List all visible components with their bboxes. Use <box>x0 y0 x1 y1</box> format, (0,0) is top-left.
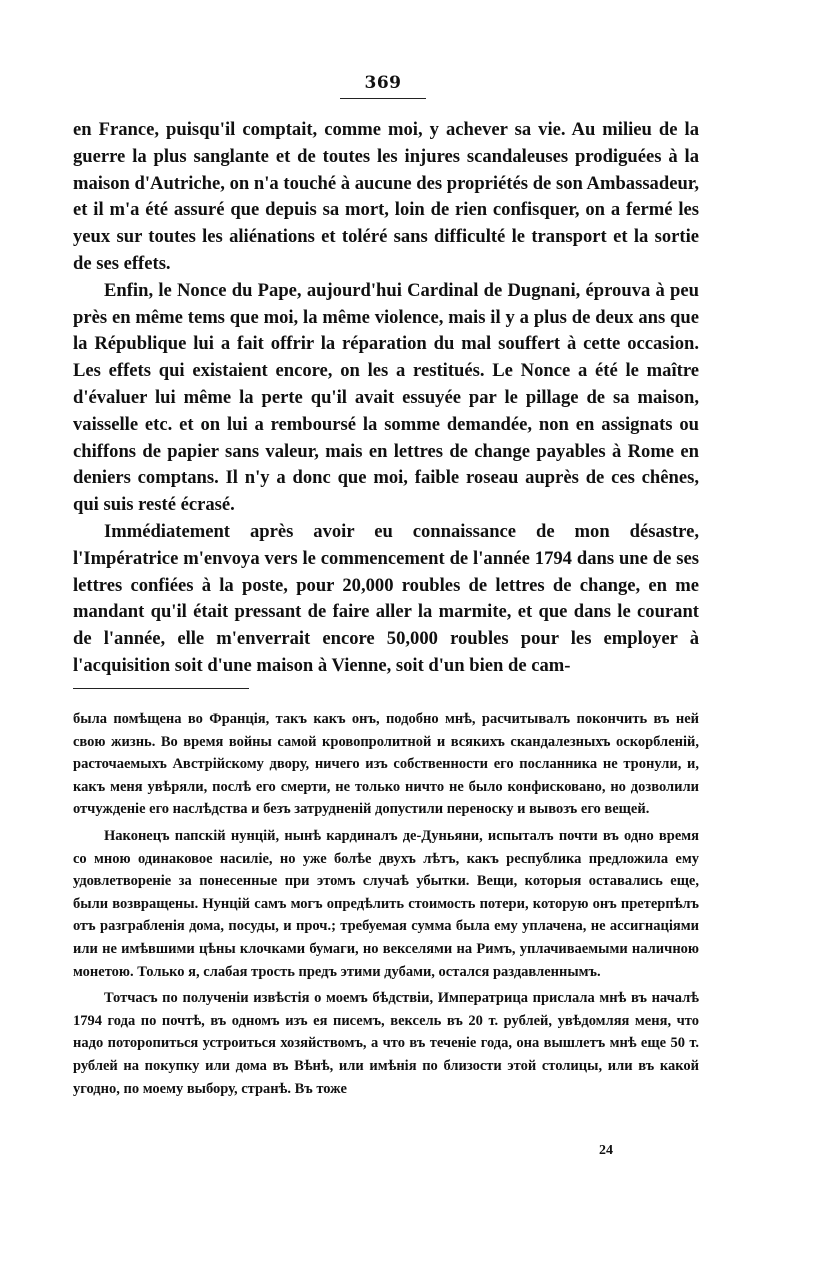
main-paragraph: Enfin, le Nonce du Pape, aujourd'hui Cardinal de Dugnani, éprouva à peu près en même tems que moi, la même violence, mais il y a plus de deux ans que la République lui a fait offrir la réparation du mal souffert à cette occasion. Les effets qui existaient encore, on les a restitués. Le Nonce a été le maître d'évaluer lui même la perte qu'il avait essuyée par le pillage de sa maison, vaisselle etc. et on lui a remboursé la somme demandée, non en assignats ou chiffons de papier sans valeur, mais en lettres de change payables à Rome en deniers comptans. Il n'y a donc que moi, faible roseau auprès de ces chênes, qui suis resté écrasé. <box>73 279 699 516</box>
footnote-paragraph: Наконецъ папскiй нунцiй, нынѣ кардиналъ де-Дуньяни, испыталъ почти въ одно время со мною одинаковое насилiе, но уже болѣе двухъ лѣтъ, какъ республика предложила ему удовлетворенiе за понесенные при этомъ случаѣ убытки. Вещи, которыя оставались еще, были возвращены. Нунцiй самъ могъ опредѣлить стоимость потери, которую онъ претерпѣлъ отъ разграбленiя дома, посуды, и проч.; требуемая сумма была ему уплачена, не ассигнацiями или не имѣвшими цѣны клочками бумаги, но векселями на Римъ, уплачиваемыми наличною монетою. Только я, слабая трость предъ этими дубами, остался раздавленнымъ. <box>73 827 699 980</box>
main-paragraph: en France, puisqu'il comptait, comme moi, y achever sa vie. Au milieu de la guerre la plus sanglante et de toutes les injures scandaleuses prodiguées à la maison d'Autriche, on n'a touché à aucune des propriétés de son Ambassadeur, et il m'a été assuré que depuis sa mort, loin de rien confisquer, on a fermé les yeux sur toutes les aliénations et toléré sans difficulté le transport et la sortie de ses effets. <box>73 119 699 274</box>
footnote-paragraph: была помѣщена во Францiя, такъ какъ онъ, подобно мнѣ, расчитывалъ покончить въ ней свою жизнь. Во время войны самой кровопролитной и всякихъ скандалезныхъ оскорбленiй, расточаемыхъ Австрiйскому двору, ничего изъ собственности его посланника не тронули, и, какъ меня увѣряли, послѣ его смерти, не только ничто не было конфисковано, но дозволили отчужденiе его наслѣдства и безъ затрудненiй допустили переноску и вывозъ его вещей. <box>73 711 699 818</box>
printer-signature-mark: 24 <box>599 1143 613 1158</box>
footnote-separator <box>73 688 249 689</box>
footnote-paragraph: Тотчасъ по полученiи извѣстiя о моемъ бѣдствiи, Императрица прислала мнѣ въ началѣ 1794 года по почтѣ, въ одномъ изъ ея писемъ, вексель въ 20 т. рублей, увѣдомляя меня, что надо поторопиться устроиться хозяйствомъ, а что въ теченiе года, она вышлетъ мнѣ еще 50 т. рублей на покупку или дома въ Вѣнѣ, или имѣнiя по близости этой столицы, или въ какой угодно, по моему выбору, странѣ. Въ тоже <box>73 990 699 1097</box>
page-number: 369 <box>364 73 402 93</box>
page-number-rule <box>340 98 426 99</box>
footnote-text-russian <box>73 708 699 1100</box>
main-text-french <box>73 117 699 680</box>
main-paragraph: Immédiatement après avoir eu connaissance de mon désastre, l'Impératrice m'envoya vers le commencement de l'année 1794 dans une de ses lettres confiées à la poste, pour 20,000 roubles de lettres de change, en me mandant qu'il était pressant de faire aller la marmite, et que dans le courant de l'année, elle m'enverrait encore 50,000 roubles pour les employer à l'acquisition soit d'une maison à Vienne, soit d'un bien de cam- <box>73 520 699 676</box>
